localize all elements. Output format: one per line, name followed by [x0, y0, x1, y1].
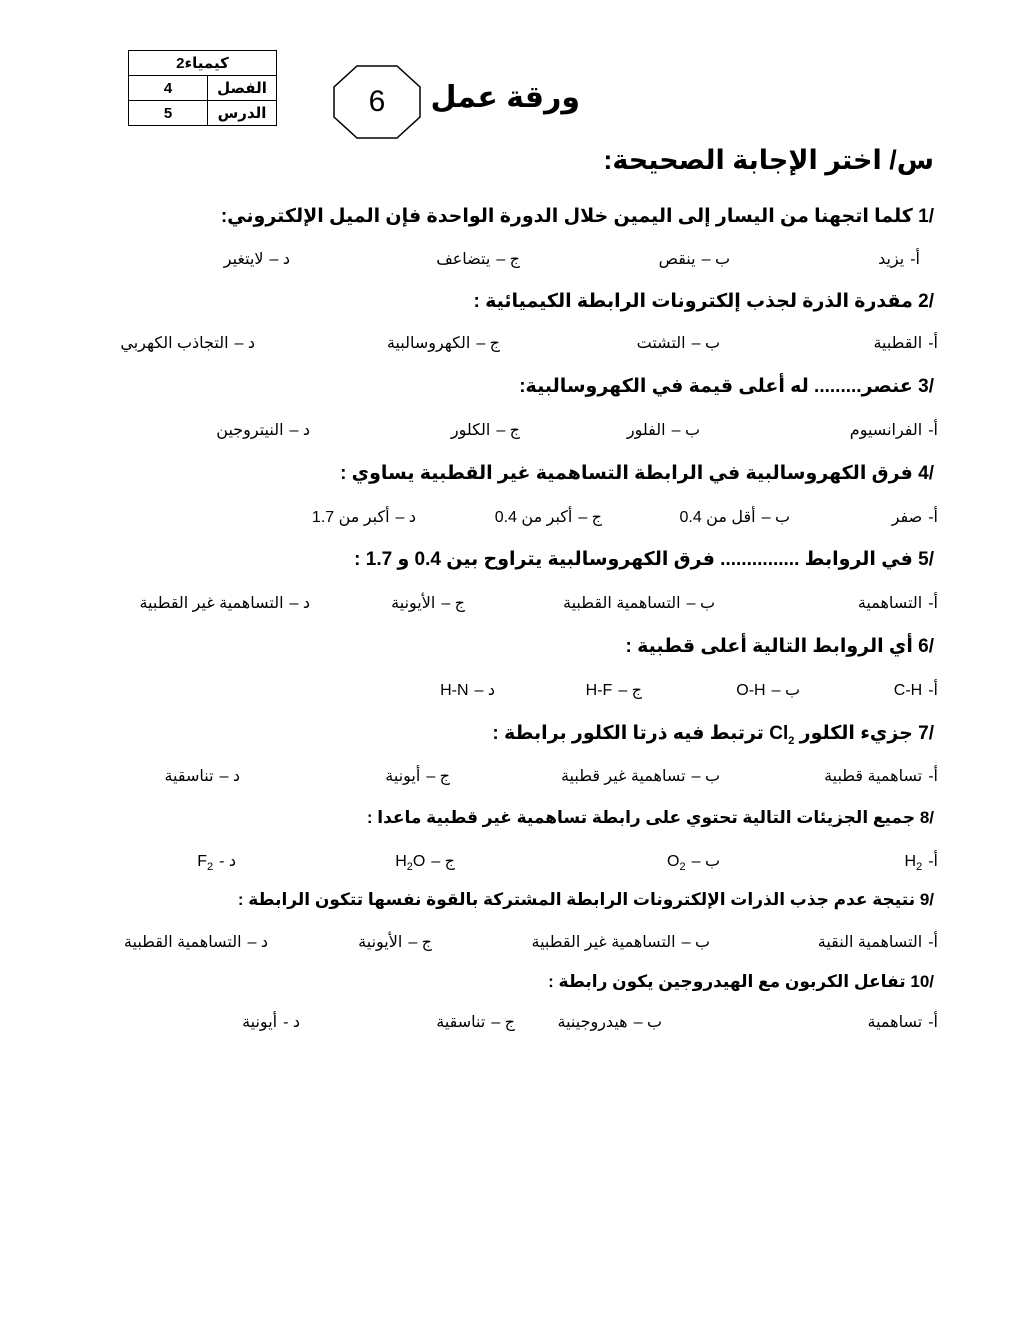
option-b[interactable]: [558, 1010, 662, 1036]
formula-symbol: H: [904, 853, 917, 870]
option-text: صفر: [891, 509, 923, 526]
option-c[interactable]: [436, 247, 520, 273]
option-letter: د –: [289, 595, 310, 612]
option-text: لايتغير: [223, 251, 264, 268]
option-text: النيتروجين: [216, 422, 284, 439]
option-c[interactable]: [385, 764, 450, 790]
option-text: تساهمية قطبية: [824, 768, 923, 785]
option-d[interactable]: [164, 764, 240, 790]
option-d[interactable]: [440, 678, 495, 704]
option-a[interactable]: [850, 418, 938, 444]
option-b[interactable]: [561, 764, 720, 790]
option-letter: د –: [234, 335, 255, 352]
option-a[interactable]: [868, 1010, 938, 1036]
option-letter: أ‌-: [928, 335, 938, 352]
option-a[interactable]: [873, 331, 938, 357]
question-number: 9/: [919, 890, 934, 909]
option-letter: د –: [289, 422, 310, 439]
option-letter: ب –: [681, 934, 710, 951]
formula-subscript: 2: [679, 861, 686, 874]
option-text: الفرانسيوم: [849, 422, 923, 439]
question-text: تفاعل الكربون مع الهيدروجين يكون رابطة :: [548, 972, 906, 991]
question-2: [474, 290, 934, 313]
option-text: أكبر من 1.7: [311, 509, 390, 526]
options-row-5: [0, 591, 1020, 617]
question-8: [367, 808, 934, 828]
option-a[interactable]: [858, 591, 938, 617]
option-text: الكلور: [450, 422, 491, 439]
option-letter: أ‌-: [928, 768, 938, 785]
formula-symbol: Cl: [769, 723, 789, 744]
option-letter: ج –: [431, 853, 455, 870]
option-d[interactable]: [224, 247, 290, 273]
option-c[interactable]: [395, 849, 455, 880]
option-text: يتضاعف: [436, 251, 491, 268]
option-letter: ب –: [701, 251, 730, 268]
question-5: [354, 548, 934, 571]
option-letter: ج –: [408, 934, 432, 951]
option-formula: [904, 853, 923, 874]
option-letter: ب –: [691, 768, 720, 785]
option-text: أكبر من 0.4: [494, 509, 573, 526]
option-c[interactable]: [391, 591, 465, 617]
option-c[interactable]: [586, 678, 642, 704]
option-text: الكهروسالبية: [386, 335, 471, 352]
question-text: نتيجة عدم جذب الذرات الإلكترونات الرابطة المشتركة بالقوة نفسها تتكون الرابطة :: [237, 890, 916, 909]
question-number: 7/: [918, 723, 934, 744]
lesson-label: الدرس: [208, 101, 277, 126]
option-formula: [395, 853, 426, 874]
option-text: الأيونية: [358, 934, 403, 951]
option-letter: د -: [219, 853, 236, 870]
option-d[interactable]: [139, 591, 310, 617]
option-letter: د –: [247, 934, 268, 951]
options-row-4: [0, 505, 1020, 531]
option-letter: ج –: [496, 251, 520, 268]
option-d[interactable]: [197, 849, 236, 880]
option-a[interactable]: [824, 764, 938, 790]
question-number: 3/: [918, 376, 934, 397]
option-c[interactable]: [436, 1010, 515, 1036]
question-6: [626, 635, 934, 658]
option-letter: ج –: [476, 335, 500, 352]
options-row-7: [0, 764, 1020, 790]
formula-symbol: H: [395, 853, 407, 870]
option-text: التساهمية القطبية: [123, 934, 242, 951]
question-number: 10/: [910, 972, 934, 991]
subject-cell: كيمياء2: [129, 51, 277, 76]
option-letter: أ‌-: [928, 595, 938, 612]
option-letter: ب –: [771, 682, 800, 699]
option-formula: [667, 853, 686, 874]
options-row-6: [0, 678, 1020, 704]
question-9: [238, 890, 934, 910]
option-a[interactable]: [818, 930, 938, 956]
option-letter: د –: [219, 768, 240, 785]
option-b[interactable]: [532, 930, 710, 956]
question-number: 2/: [918, 291, 934, 312]
option-text: التشتت: [636, 335, 686, 352]
option-letter: أ‌-: [928, 853, 938, 870]
option-d[interactable]: [312, 505, 416, 531]
option-text: التساهمية غير القطبية: [531, 934, 676, 951]
option-b[interactable]: [659, 247, 730, 273]
option-a[interactable]: [878, 247, 920, 273]
question-text: فرق الكهروسالبية في الرابطة التساهمية غير القطبية يساوي :: [340, 463, 913, 484]
option-text: التساهمية النقية: [817, 934, 923, 951]
option-b[interactable]: [627, 418, 700, 444]
option-b[interactable]: [679, 505, 790, 531]
option-d[interactable]: [120, 331, 255, 357]
option-letter: ج –: [491, 1014, 515, 1031]
option-text: H-N: [440, 682, 469, 699]
question-text: عنصر......... له أعلى قيمة في الكهروسالبية:: [519, 376, 913, 397]
option-c[interactable]: [387, 331, 500, 357]
option-letter: ب –: [633, 1014, 662, 1031]
option-b[interactable]: [667, 849, 720, 880]
question-text: جميع الجزيئات التالية تحتوي على رابطة تساهمية غير قطبية ماعدا :: [366, 808, 916, 827]
option-text: الأيونية: [391, 595, 436, 612]
option-text: تناسقية: [436, 1014, 486, 1031]
option-letter: ب –: [691, 335, 720, 352]
option-d[interactable]: [216, 418, 310, 444]
option-letter: أ‌-: [928, 422, 938, 439]
option-text: الفلور: [626, 422, 666, 439]
question-7: [492, 722, 934, 747]
option-letter: ب –: [671, 422, 700, 439]
option-text: يزيد: [878, 251, 905, 268]
option-letter: أ‌-: [928, 934, 938, 951]
formula-subscript: 2: [406, 861, 413, 874]
option-text: التساهمية: [857, 595, 923, 612]
formula-subscript: 2: [206, 861, 214, 874]
option-text: أقل من 0.4: [679, 509, 756, 526]
option-text: H-F: [585, 682, 613, 699]
option-c[interactable]: [495, 505, 602, 531]
option-letter: د –: [474, 682, 495, 699]
option-text: تساهمية غير قطبية: [560, 768, 686, 785]
options-row-8: [0, 849, 1020, 875]
option-b[interactable]: [736, 678, 800, 704]
option-letter: ب –: [686, 595, 715, 612]
option-text: تساهمية: [867, 1014, 923, 1031]
options-row-9: [0, 930, 1020, 956]
question-4: [340, 462, 934, 485]
instruction-heading: س/ اختر الإجابة الصحيحة:: [603, 145, 934, 175]
option-letter: ج –: [496, 422, 520, 439]
formula-symbol: O: [412, 853, 426, 870]
option-letter: ج –: [426, 768, 450, 785]
question-text-end: ترتبط فيه ذرتا الكلور برابطة :: [492, 723, 764, 744]
question-number: 8/: [919, 808, 934, 827]
sheet-number-badge: [333, 65, 421, 139]
option-letter: أ‌-: [928, 682, 938, 699]
option-text: التجاذب الكهربي: [120, 335, 229, 352]
option-letter: أ‌-: [928, 509, 938, 526]
options-row-10: [0, 1010, 1020, 1036]
option-letter: د -: [283, 1014, 300, 1031]
question-10: [548, 972, 934, 992]
sheet-number: 6: [368, 85, 386, 118]
option-a[interactable]: [892, 505, 938, 531]
question-text: أي الروابط التالية أعلى قطبية :: [625, 636, 913, 657]
question-number: 5/: [918, 549, 934, 570]
option-text: هيدروجينية: [557, 1014, 628, 1031]
info-table: [128, 50, 277, 126]
option-letter: ب –: [761, 509, 790, 526]
option-d[interactable]: [124, 930, 268, 956]
option-letter: ج –: [618, 682, 642, 699]
option-text: ينقص: [658, 251, 696, 268]
option-a[interactable]: [894, 678, 938, 704]
sheet-title: ورقة عمل: [430, 81, 580, 114]
formula-symbol: F: [197, 853, 207, 870]
options-row-2: [0, 331, 1020, 357]
option-text: القطبية: [873, 335, 923, 352]
question-number: 4/: [918, 463, 934, 484]
formula-subscript: 2: [916, 861, 923, 874]
question-number: 6/: [918, 636, 934, 657]
chapter-label: الفصل: [208, 76, 277, 101]
option-c[interactable]: [451, 418, 520, 444]
option-letter: أ‌-: [910, 251, 920, 268]
options-row-3: [0, 418, 1020, 444]
option-a[interactable]: [905, 849, 938, 880]
option-letter: ب –: [691, 853, 720, 870]
question-text: في الروابط ............... فرق الكهروسالبية يتراوح بين 0.4 و 1.7 :: [354, 549, 913, 570]
option-b[interactable]: [637, 331, 720, 357]
option-formula: [197, 853, 214, 874]
options-row-1: [0, 247, 1020, 273]
option-text: التساهمية غير القطبية: [139, 595, 284, 612]
option-text: تناسقية: [164, 768, 214, 785]
chapter-value: 4: [129, 76, 208, 101]
option-c[interactable]: [358, 930, 432, 956]
question-3: [519, 375, 934, 398]
lesson-value: 5: [129, 101, 208, 126]
option-text: C-H: [893, 682, 923, 699]
question-text: جزيء الكلور: [799, 723, 913, 744]
formula-symbol: O: [667, 853, 680, 870]
question-1: [221, 205, 934, 228]
chlorine-formula: [769, 723, 795, 747]
option-text: O-H: [736, 682, 766, 699]
option-text: التساهمية القطبية: [562, 595, 681, 612]
option-text: أيونية: [242, 1014, 278, 1031]
formula-subscript: 2: [788, 734, 795, 747]
question-text: كلما اتجهنا من اليسار إلى اليمين خلال الدورة الواحدة فإن الميل الإلكتروني:: [220, 206, 913, 227]
option-letter: د –: [269, 251, 290, 268]
option-b[interactable]: [563, 591, 715, 617]
option-letter: د –: [395, 509, 416, 526]
option-letter: ج –: [578, 509, 602, 526]
option-text: أيونية: [385, 768, 421, 785]
question-text: مقدرة الذرة لجذب إلكترونات الرابطة الكيميائية :: [473, 291, 913, 312]
option-letter: ج –: [441, 595, 465, 612]
option-letter: أ‌-: [928, 1014, 938, 1031]
option-d[interactable]: [242, 1010, 300, 1036]
question-number: 1/: [918, 206, 934, 227]
